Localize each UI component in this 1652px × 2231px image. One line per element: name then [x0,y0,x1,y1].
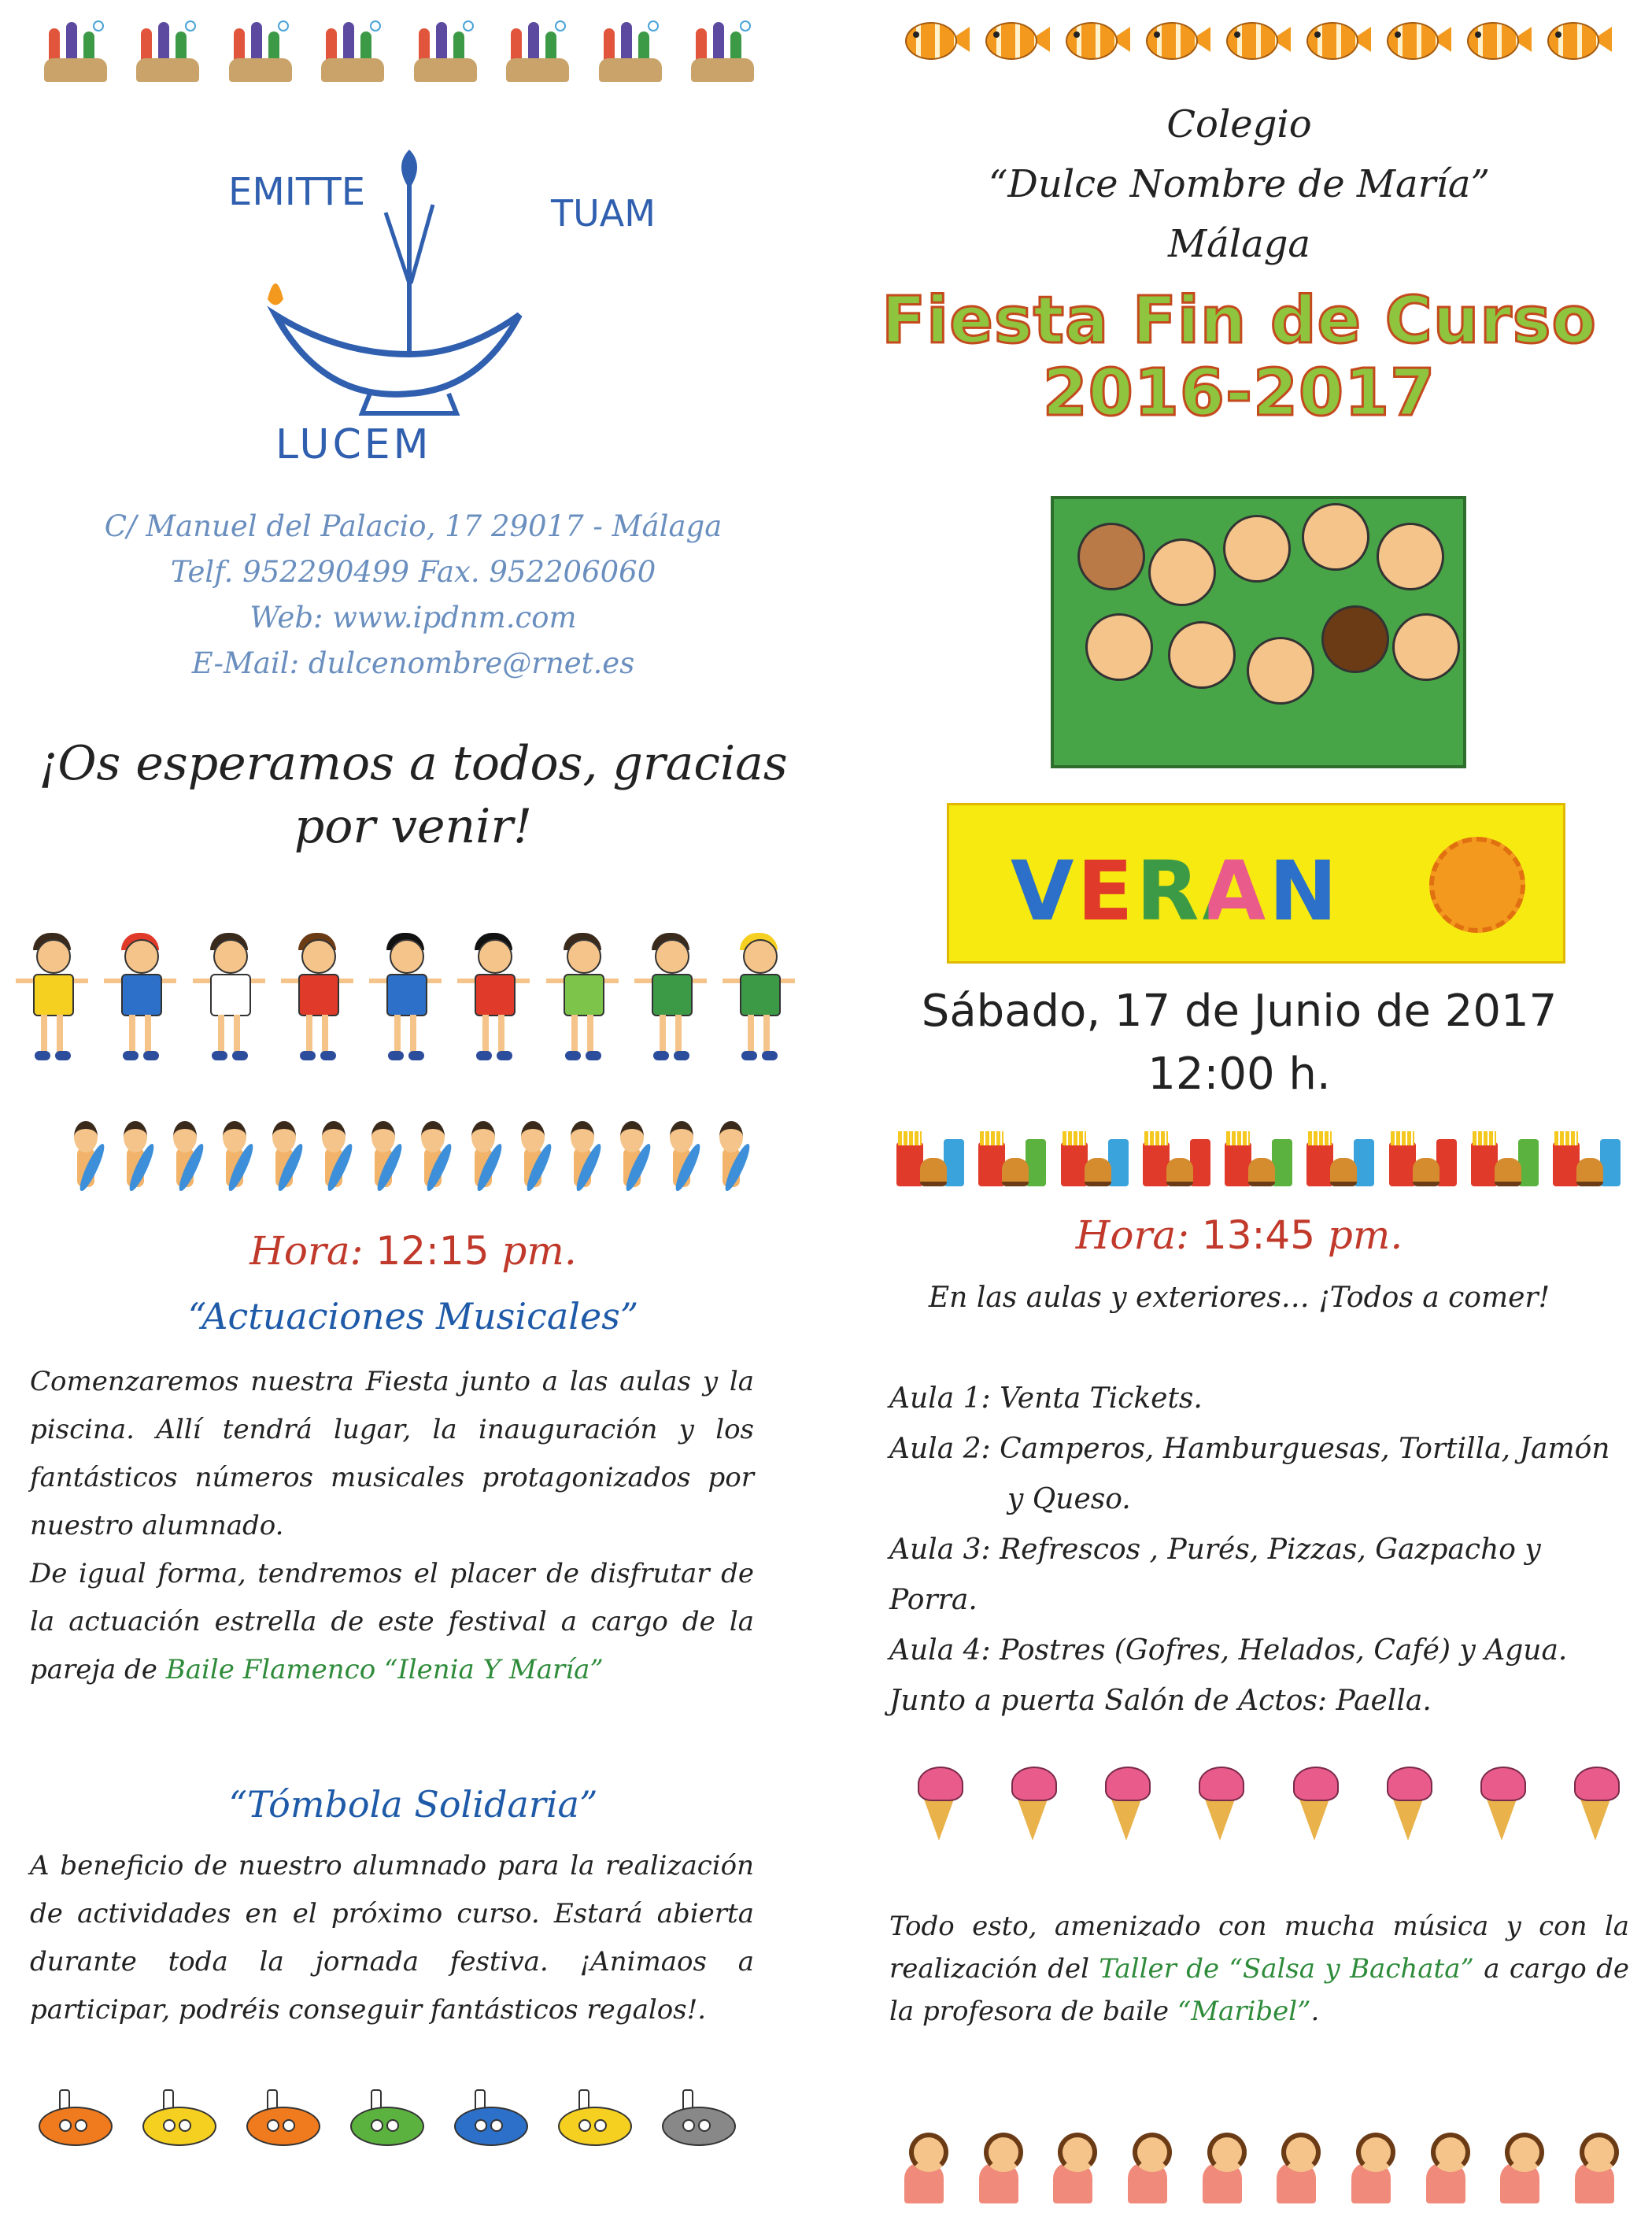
kids-border [16,933,795,1067]
school-name-line-1: Colegio [1166,102,1312,146]
child-face-icon [1148,538,1216,606]
surfer-icon [410,1118,457,1197]
logo-letters-bottom: LUCEM [275,421,432,468]
fish-icon [1066,16,1132,63]
ice-cream-cone-icon [1569,1763,1621,1842]
dancing-doll-icon [1340,2129,1402,2208]
coral-reef-icon [226,17,295,82]
ice-cream-cone-icon [1100,1763,1152,1842]
welcome-line-1: ¡Os esperamos a todos, gracias [39,736,788,791]
fish-icon [1306,16,1373,63]
fish-icon [1146,16,1212,63]
dancing-doll-icon [1415,2129,1476,2208]
address-web: Web: www.ipdnm.com [249,601,577,635]
verano-text [1011,843,1340,939]
child-face-icon [1321,605,1389,673]
fiesta-title [826,285,1652,430]
fish-border [905,16,1613,63]
actuaciones-paragraph-1: Comenzaremos nuestra Fiesta junto a las aulas y la piscina. Allí tendrá lugar, la inauguración y los fantásticos números musicales protagonizados por nuestro alumnado. [30,1366,754,1541]
closing-text [889,1905,1629,2033]
fast-food-icon [1303,1130,1379,1191]
child-face-icon [1392,613,1460,681]
surfer-icon [212,1118,259,1197]
surfer-icon [261,1118,309,1197]
hora-1 [0,1228,826,1274]
hora-2 [826,1212,1652,1258]
aula-item: Aula 4: Postres (Gofres, Helados, Café) y Agua. [889,1634,1568,1667]
school-city: Málaga [1167,222,1311,266]
closing-text-end: . [1310,1996,1320,2027]
school-name-line-2: “Dulce Nombre de María” [988,162,1491,206]
comer-line: En las aulas y exteriores… ¡Todos a comer! [928,1282,1550,1314]
dancing-doll-icon [1117,2129,1178,2208]
ice-cream-cone-icon [1194,1763,1246,1842]
fish-icon [905,16,971,63]
fast-food-icon [893,1130,969,1191]
child-face-icon [1085,613,1153,681]
coral-reef-icon [688,17,757,82]
surfer-icon [360,1118,408,1197]
surfer-icon [460,1118,508,1197]
submarine-icon [451,2086,536,2149]
ice-cream-cone-icon [1288,1763,1340,1842]
closing-text-middle: a cargo de la profesora de baile [889,1953,1630,2027]
coral-reef-icon [411,17,480,82]
closing-text-start: Todo esto, amenizado con mucha música y con la realización del [889,1911,1629,1985]
dancing-doll-icon [893,2129,955,2208]
flamenco-highlight: Baile Flamenco “Ilenia Y María” [165,1654,604,1685]
child-face-icon [1302,503,1369,571]
submarine-icon [139,2086,224,2149]
fish-icon [1387,16,1453,63]
address-email: E-Mail: dulcenombre@rnet.es [191,646,635,680]
fish-icon [985,16,1051,63]
ice-cream-cone-icon [1382,1763,1434,1842]
child-figure-icon [369,933,442,1067]
welcome-message [0,732,826,858]
hora-1-time: 12:15 [375,1228,490,1274]
coral-reef-icon [318,17,387,82]
dancing-doll-icon [1564,2129,1625,2208]
surfer-icon [659,1118,706,1197]
fiesta-title-year: 2016-2017 [1042,356,1436,431]
child-figure-icon [634,933,707,1067]
section-title-tombola: “Tómbola Solidaria” [228,1783,598,1826]
taller-highlight: Taller de “Salsa y Bachata” [1099,1953,1474,1985]
right-panel [826,0,1652,2231]
sun-icon [1429,837,1525,933]
submarine-icon [35,2086,120,2149]
child-face-icon [1077,523,1145,590]
fiesta-title-line-1: Fiesta Fin de Curso [881,283,1597,358]
event-date [826,980,1652,1106]
coral-reef-icon [41,17,110,82]
aulas-list [889,1374,1637,1726]
fish-icon [1547,16,1613,63]
dancing-doll-icon [1042,2129,1103,2208]
child-figure-icon [281,933,353,1067]
hora-2-suffix: pm. [1327,1212,1403,1258]
child-face-icon [1223,515,1291,583]
coral-reef-icon [596,17,665,82]
verano-banner [947,803,1565,964]
ice-cream-cone-icon [1007,1763,1059,1842]
fish-icon [1226,16,1292,63]
surfer-icon [63,1118,110,1197]
welcome-line-2: por venir! [294,799,533,854]
school-logo [228,142,656,472]
address-block [0,504,826,686]
dancing-doll-icon [1266,2129,1327,2208]
submarine-icon [347,2086,432,2149]
child-face-icon [1168,621,1236,689]
child-figure-icon [457,933,530,1067]
child-face-icon [1377,523,1444,590]
hora-2-time: 13:45 [1201,1212,1316,1258]
fast-food-icon [1221,1130,1297,1191]
coral-border [41,17,757,82]
child-face-icon [1247,637,1314,705]
section-actuaciones-text [30,1358,754,1694]
event-date-time: 12:00 h. [1148,1049,1331,1100]
section-title-actuaciones: “Actuaciones Musicales” [187,1295,639,1337]
fast-food-icon [975,1130,1051,1191]
surfer-icon [311,1118,358,1197]
logo-letters-left: EMITTE [228,170,366,214]
aula-item: Aula 2: Camperos, Hamburguesas, Tortilla, Jamón [889,1433,1610,1465]
aula-item: Junto a puerta Salón de Actos: Paella. [889,1685,1432,1717]
dolls-border [893,2129,1625,2208]
section-tombola-text: A beneficio de nuestro alumnado para la realización de actividades en el próximo curso. Estará abierta durante toda la jornada festiva. ¡Animaos a participar, podréis conseguir fantásticos regalos!. [30,1850,754,2026]
actuaciones-paragraph-2-text: De igual forma, tendremos el placer de disfrutar de la actuación estrella de este festival a cargo de la pareja de [30,1558,754,1685]
dancing-doll-icon [1489,2129,1550,2208]
logo-letters-right: TUAM [551,192,656,235]
coral-reef-icon [503,17,572,82]
submarine-icon [243,2086,328,2149]
fast-food-icon [1058,1130,1133,1191]
surfer-icon [609,1118,656,1197]
submarines-border [35,2086,744,2149]
actuaciones-paragraph-2 [30,1550,754,1694]
dancing-doll-icon [968,2129,1029,2208]
ice-cream-border [913,1763,1621,1842]
address-street: C/ Manuel del Palacio, 17 29017 - Málaga [104,509,723,543]
fast-food-icon [1468,1130,1543,1191]
surfer-icon [560,1118,607,1197]
surfer-icon [708,1118,756,1197]
surfer-icon [510,1118,557,1197]
ice-cream-cone-icon [1476,1763,1528,1842]
child-figure-icon [104,933,176,1067]
kids-group-illustration [1051,496,1466,768]
aula-item: Aula 3: Refrescos , Purés, Pizzas, Gazpacho y Porra. [889,1534,1541,1616]
hora-2-label: Hora: [1075,1212,1190,1258]
surfers-border [63,1118,756,1197]
fast-food-icon [1386,1130,1462,1191]
child-figure-icon [546,933,619,1067]
fast-food-icon [1550,1130,1625,1191]
child-figure-icon [193,933,265,1067]
verano-word: VERAN [1011,843,1341,939]
surfer-icon [113,1118,160,1197]
food-border [893,1130,1625,1191]
fast-food-icon [1140,1130,1215,1191]
dancing-doll-icon [1192,2129,1253,2208]
address-phones: Telf. 952290499 Fax. 952206060 [170,555,656,589]
hora-1-label: Hora: [249,1228,364,1274]
submarine-icon [555,2086,640,2149]
child-figure-icon [16,933,88,1067]
submarine-icon [659,2086,744,2149]
school-name [826,94,1652,274]
coral-reef-icon [133,17,202,82]
maribel-highlight: “Maribel” [1177,1996,1311,2027]
ice-cream-cone-icon [913,1763,965,1842]
aula-item: Aula 1: Venta Tickets. [889,1382,1203,1415]
fish-icon [1467,16,1533,63]
hora-1-suffix: pm. [501,1228,577,1274]
aula-item-continuation: y Queso. [1007,1483,1131,1515]
child-figure-icon [723,933,795,1067]
surfer-icon [162,1118,209,1197]
event-date-day: Sábado, 17 de Junio de 2017 [921,986,1558,1037]
